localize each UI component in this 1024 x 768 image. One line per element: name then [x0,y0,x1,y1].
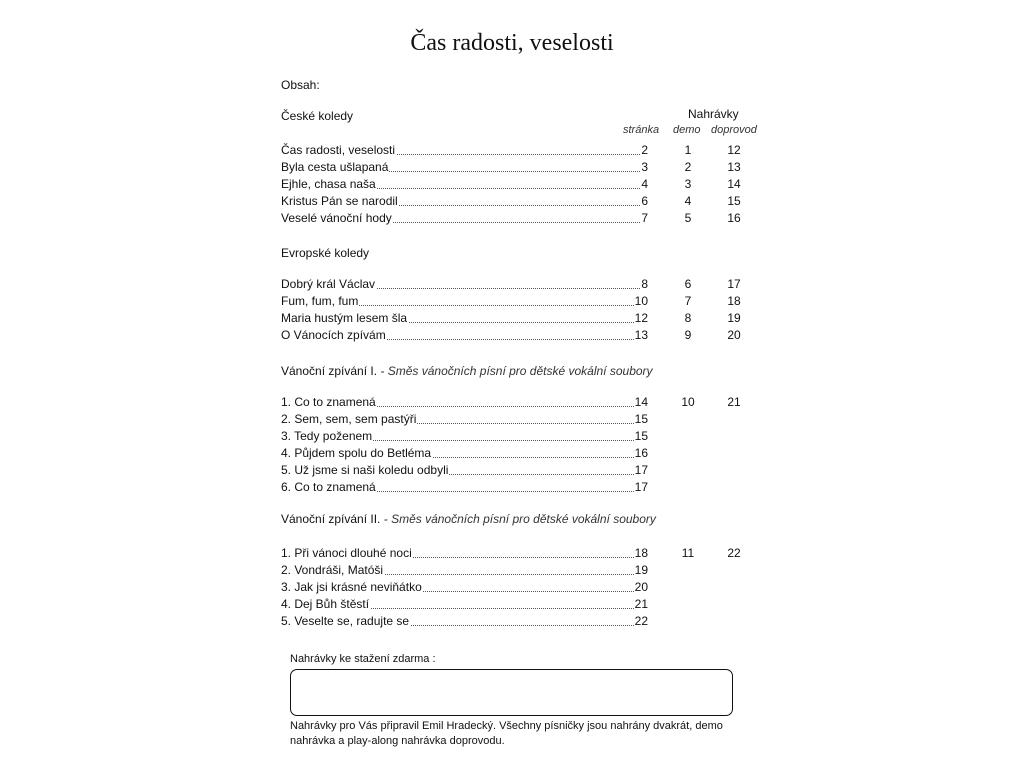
section-title: Vánoční zpívání II. [281,512,381,526]
accompaniment-track-number: 15 [727,194,741,208]
page-number: 16 [634,446,648,460]
footer-note-line-1: Nahrávky pro Vás připravil Emil Hradecký. Všechny písničky jsou nahrány dvakrát, demo [290,720,723,732]
accompaniment-track-number: 13 [727,160,741,174]
recordings-header: Nahrávky [688,107,739,121]
song-title: Fum, fum, fum [281,294,359,308]
song-title: Byla cesta ušlapaná [281,160,389,174]
section-title: Vánoční zpívání I. [281,364,378,378]
song-title: 5. Už jsme si naši koledu odbyli [281,463,449,477]
toc-entry [281,580,648,596]
accompaniment-track-number: 19 [727,311,741,325]
page-number: 7 [641,211,648,225]
page-number: 6 [641,194,648,208]
contents-label: Obsah: [281,78,320,92]
section-title: České koledy [281,109,354,123]
page-number: 17 [634,480,648,494]
page-title: Čas radosti, veselosti [410,30,614,56]
toc-entry [281,446,648,462]
demo-track-number: 2 [684,160,692,174]
toc-entry [281,311,648,327]
toc-entry [281,294,648,310]
song-title: Kristus Pán se narodil [281,194,398,208]
col-header-accompaniment: doprovod [711,124,757,136]
demo-track-number: 6 [684,277,692,291]
song-title: Ejhle, chasa naša [281,177,376,191]
page-number: 18 [634,546,648,560]
toc-entry [281,194,648,210]
section-subtitle: - Směs vánočních písní pro dětské vokální soubory [377,364,653,378]
demo-track-number: 5 [684,211,692,225]
accompaniment-track-number: 22 [727,546,741,560]
song-title: 2. Vondráši, Matóši [281,563,384,577]
download-link-box[interactable] [290,669,733,716]
col-header-demo: demo [673,124,701,136]
page-number: 3 [641,160,648,174]
demo-track-number: 1 [684,143,692,157]
song-title: 3. Tedy poženem [281,429,373,443]
page-number: 2 [641,143,648,157]
toc-entry [281,277,648,293]
song-title: 4. Dej Bůh štěstí [281,597,370,611]
page-number: 4 [641,177,648,191]
demo-track-number: 11 [681,546,695,560]
download-label: Nahrávky ke stažení zdarma : [290,653,436,665]
toc-entry [281,546,648,562]
accompaniment-track-number: 16 [727,211,741,225]
section-heading [281,512,656,526]
page-number: 15 [634,429,648,443]
toc-entry [281,480,648,496]
accompaniment-track-number: 17 [727,277,741,291]
toc-entry [281,614,648,630]
demo-track-number: 3 [684,177,692,191]
toc-entry [281,160,648,176]
col-header-page: stránka [623,124,660,136]
toc-entry [281,395,648,411]
toc-entry [281,412,648,428]
section-heading [281,246,369,260]
song-title: O Vánocích zpívám [281,328,386,342]
accompaniment-track-number: 14 [727,177,741,191]
demo-track-number: 9 [684,328,692,342]
song-title: 1. Co to znamená [281,395,376,409]
page-number: 8 [641,277,648,291]
page-number: 10 [634,294,648,308]
toc-entry [281,328,648,344]
song-title: 1. Při vánoci dlouhé noci [281,546,412,560]
toc-entry [281,211,648,227]
toc-entry [281,463,648,479]
song-title: Veselé vánoční hody [281,211,392,225]
page-number: 20 [634,580,648,594]
song-title: 5. Veselte se, radujte se [281,614,410,628]
song-title: 4. Půjdem spolu do Betléma [281,446,432,460]
page-number: 21 [634,597,648,611]
accompaniment-track-number: 21 [727,395,741,409]
song-title: 3. Jak jsi krásné neviňátko [281,580,422,594]
toc-entry [281,143,648,159]
demo-track-number: 8 [684,311,692,325]
page-number: 19 [634,563,648,577]
toc-entry [281,177,648,193]
page-number: 12 [634,311,648,325]
demo-track-number: 7 [684,294,692,308]
page-number: 15 [634,412,648,426]
toc-entry [281,429,648,445]
section-subtitle: - Směs vánočních písní pro dětské vokální soubory [380,512,656,526]
song-title: Čas radosti, veselosti [281,143,396,157]
accompaniment-track-number: 12 [727,143,741,157]
song-title: Maria hustým lesem šla [281,311,408,325]
song-title: 2. Sem, sem, sem pastýři [281,412,417,426]
page-number: 14 [634,395,648,409]
toc-entry [281,563,648,579]
song-title: 6. Co to znamená [281,480,376,494]
accompaniment-track-number: 20 [727,328,741,342]
page-number: 17 [634,463,648,477]
section-title: Evropské koledy [281,246,370,260]
page-number: 13 [634,328,648,342]
song-title: Dobrý král Václav [281,277,376,291]
page-number: 22 [634,614,648,628]
section-heading [281,364,653,378]
footer-note-line-2: nahrávka a play-along nahrávka doprovodu. [290,735,505,747]
section-heading [281,109,353,123]
demo-track-number: 4 [684,194,692,208]
accompaniment-track-number: 18 [727,294,741,308]
toc-entry [281,597,648,613]
demo-track-number: 10 [681,395,695,409]
